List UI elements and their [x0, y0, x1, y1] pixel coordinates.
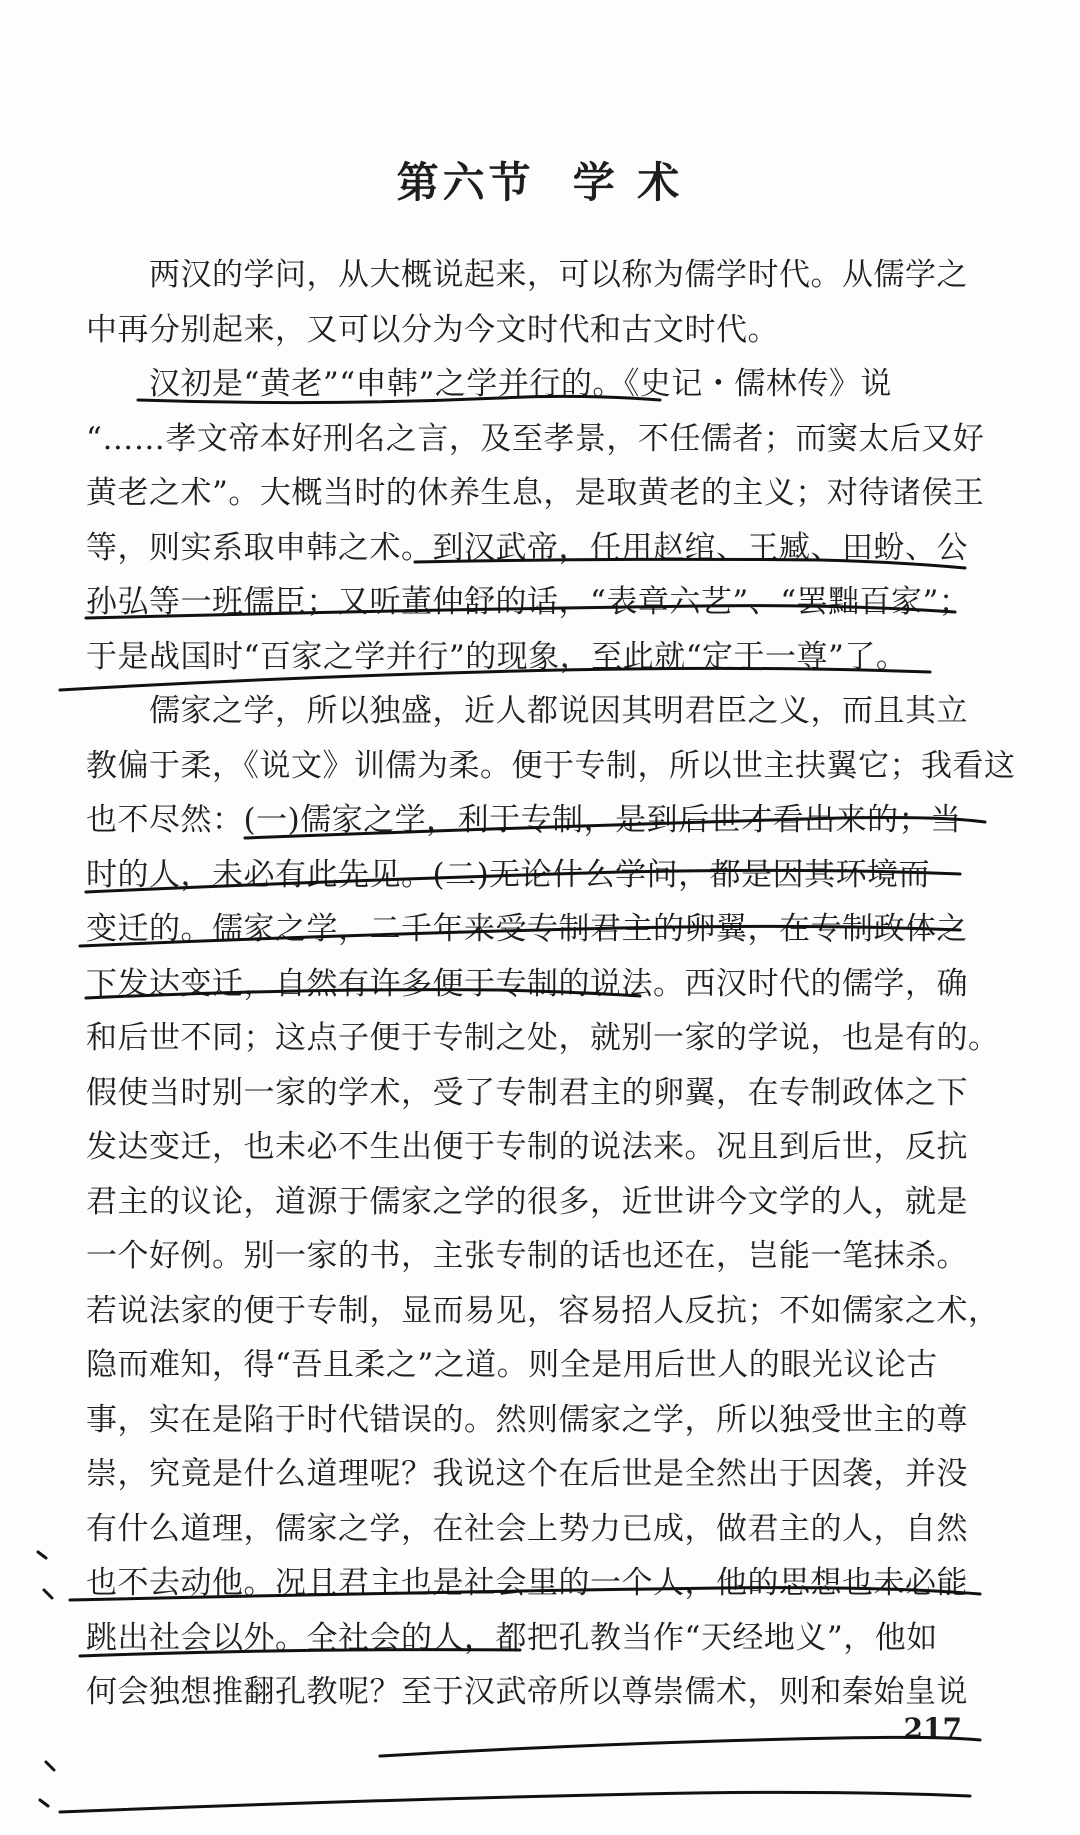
text-line: 汉初是“黄老”“申韩”之学并行的。《史记・儒林传》说 — [86, 366, 892, 402]
text-line: 黄老之术”。大概当时的休养生息，是取黄老的主义；对待诸侯王 — [86, 475, 985, 511]
margin-tick — [46, 1762, 54, 1770]
text-line: 于是战国时“百家之学并行”的现象，至此就“定于一尊”了。 — [86, 638, 908, 675]
text-line: 发达变迁，也未必不生出便于专制的说法来。况且到后世，反抗 — [86, 1129, 968, 1165]
section-name: 学 术 — [572, 158, 684, 207]
text-line: 君主的议论，道源于儒家之学的很多，近世讲今文学的人，就是 — [86, 1183, 968, 1220]
text-line: 何会独想推翻孔教呢？至于汉武帝所以尊崇儒术，则和秦始皇说 — [86, 1674, 968, 1710]
text-line: 儒家之学，所以独盛，近人都说因其明君臣之义，而且其立 — [86, 693, 968, 729]
margin-tick — [40, 1800, 48, 1806]
page-number: 217 — [903, 1712, 962, 1745]
text-line: 等，则实系取申韩之术。到汉武帝，任用赵绾、王臧、田蚡、公 — [86, 529, 968, 566]
body-text — [86, 248, 1016, 1720]
text-line: 孙弘等一班儒臣；又听董仲舒的话，“表章六艺”、“罢黜百家”； — [86, 584, 971, 620]
underline-mark — [380, 1737, 980, 1756]
margin-tick — [44, 1590, 52, 1598]
text-line: 跳出社会以外。全社会的人，都把孔教当作“天经地义”，他如 — [86, 1619, 938, 1656]
text-line: 时的人，未必有此先见。(二)无论什么学问，都是因其环境而 — [86, 856, 931, 893]
section-title — [0, 150, 1080, 210]
text-line: “……孝文帝本好刑名之言，及至孝景，不任儒者；而窦太后又好 — [86, 420, 985, 457]
text-line: 一个好例。别一家的书，主张专制的话也还在，岂能一笔抹杀。 — [86, 1238, 968, 1274]
section-number: 第六节 — [396, 158, 535, 207]
text-line: 中再分别起来，又可以分为今文时代和古文时代。 — [86, 311, 779, 348]
text-line: 假使当时别一家的学术，受了专制君主的卵翼，在专制政体之下 — [86, 1074, 968, 1111]
text-line: 隐而难知，得“吾且柔之”之道。则全是用后世人的眼光议论古 — [86, 1347, 938, 1383]
underline-mark — [60, 1792, 970, 1812]
text-line: 若说法家的便于专制，显而易见，容易招人反抗；不如儒家之术， — [86, 1292, 1000, 1329]
text-line: 和后世不同；这点子便于专制之处，就别一家的学说，也是有的。 — [86, 1020, 1000, 1056]
text-line: 变迁的。儒家之学，二千年来受专制君主的卵翼，在专制政体之 — [86, 911, 968, 947]
text-line: 有什么道理，儒家之学，在社会上势力已成，做君主的人，自然 — [86, 1510, 968, 1547]
text-line: 两汉的学问，从大概说起来，可以称为儒学时代。从儒学之 — [86, 257, 968, 293]
text-line: 崇，究竟是什么道理呢？我说这个在后世是全然出于因袭，并没 — [86, 1456, 968, 1492]
text-line: 下发达变迁，自然有许多便于专制的说法。西汉时代的儒学，确 — [86, 965, 968, 1002]
text-line: 也不去动他。况且君主也是社会里的一个人，他的思想也未必能 — [86, 1565, 968, 1601]
text-line: 教偏于柔，《说文》训儒为柔。便于专制，所以世主扶翼它；我看这 — [86, 747, 1016, 784]
margin-tick — [38, 1552, 46, 1558]
text-line: 事，实在是陷于时代错误的。然则儒家之学，所以独受世主的尊 — [86, 1401, 968, 1438]
text-line: 也不尽然：(一)儒家之学，利于专制，是到后世才看出来的；当 — [86, 802, 962, 838]
